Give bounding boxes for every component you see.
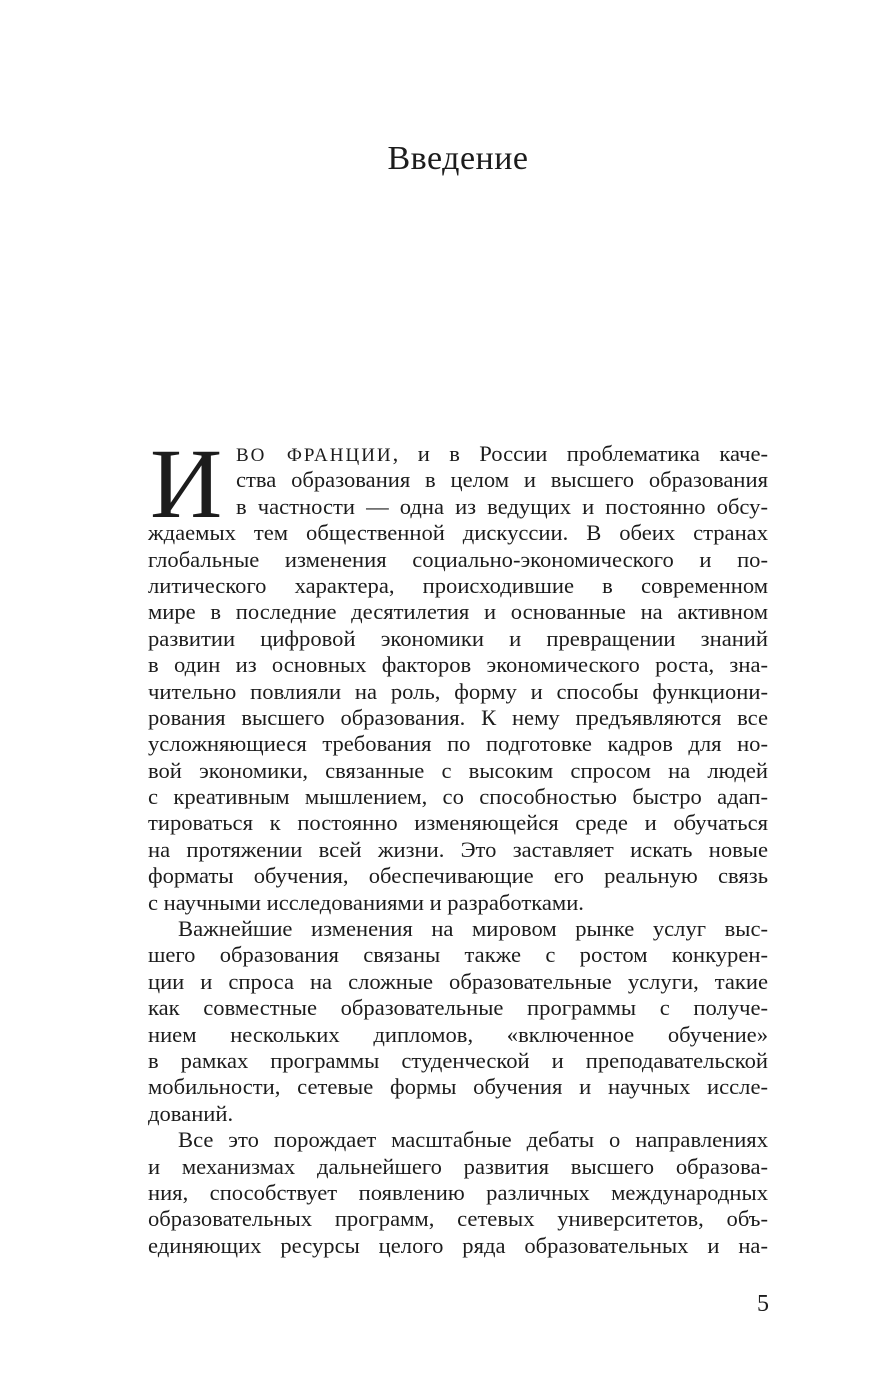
text-line: чительно повлияли на роль, форму и способы функциони- — [148, 678, 768, 704]
text-line: с научными исследованиями и разработками. — [148, 889, 584, 915]
page-number: 5 — [757, 1291, 769, 1317]
body-text — [148, 428, 768, 1259]
paragraph-1 — [148, 428, 768, 916]
text-line: как совместные образовательные программы с получе- — [148, 995, 768, 1021]
text-line: образовательных программ, сетевых университетов, объ- — [148, 1206, 768, 1232]
text-line: в рамках программы студенческой и преподавательской — [148, 1047, 768, 1073]
smallcaps-lead: ВО ФРАНЦИИ — [236, 445, 393, 466]
paragraph-2 — [148, 916, 768, 1127]
text-line: дований. — [148, 1100, 234, 1126]
text-line: глобальные изменения социально-экономического и по- — [148, 546, 768, 572]
text-line: ждаемых тем общественной дискуссии. В обеих странах — [148, 520, 768, 546]
text-line: вой экономики, связанные с высоким спросом на людей — [148, 757, 768, 783]
text-line: литического характера, происходившие в современном — [148, 572, 768, 598]
text-line: ции и спроса на сложные образовательные услуги, такие — [148, 968, 768, 994]
text-line: усложняющиеся требования по подготовке кадров для но- — [148, 731, 768, 757]
text-line — [148, 441, 768, 467]
text-line: шего образования связаны также с ростом конкурен- — [148, 942, 768, 968]
text-line: с креативным мышлением, со способностью быстро адап- — [148, 784, 768, 810]
text-line: Все это порождает масштабные дебаты о направлениях — [178, 1127, 768, 1153]
text-line: тироваться к постоянно изменяющейся среде и обучаться — [148, 810, 768, 836]
text-line-rest: , и в России проблематика каче- — [392, 441, 768, 466]
paragraph-3 — [148, 1127, 768, 1259]
text-line: мобильности, сетевые формы обучения и научных иссле- — [148, 1074, 768, 1100]
text-line: единяющих ресурсы целого ряда образовательных и на- — [148, 1232, 768, 1258]
text-line: на протяжении всей жизни. Это заставляет искать новые — [148, 836, 768, 862]
page-title: Введение — [387, 140, 529, 177]
text-line: форматы обучения, обеспечивающие его реальную связь — [148, 863, 768, 889]
text-line: Важнейшие изменения на мировом рынке услуг выс- — [178, 916, 768, 942]
text-line: и механизмах дальнейшего развития высшего образова- — [148, 1153, 768, 1179]
text-line: ния, способствует появлению различных международных — [148, 1179, 768, 1205]
text-line: в один из основных факторов экономического роста, зна- — [148, 652, 768, 678]
text-line: нием нескольких дипломов, «включенное обучение» — [148, 1021, 768, 1047]
text-line: ства образования в целом и высшего образования — [236, 467, 768, 493]
text-line: мире в последние десятилетия и основанные на активном — [148, 599, 768, 625]
text-line: в частности — одна из ведущих и постоянно обсу- — [236, 493, 768, 519]
text-line: развитии цифровой экономики и превращении знаний — [148, 625, 768, 651]
text-line: рования высшего образования. К нему предъявляются все — [148, 704, 768, 730]
drop-cap: И — [150, 428, 223, 539]
